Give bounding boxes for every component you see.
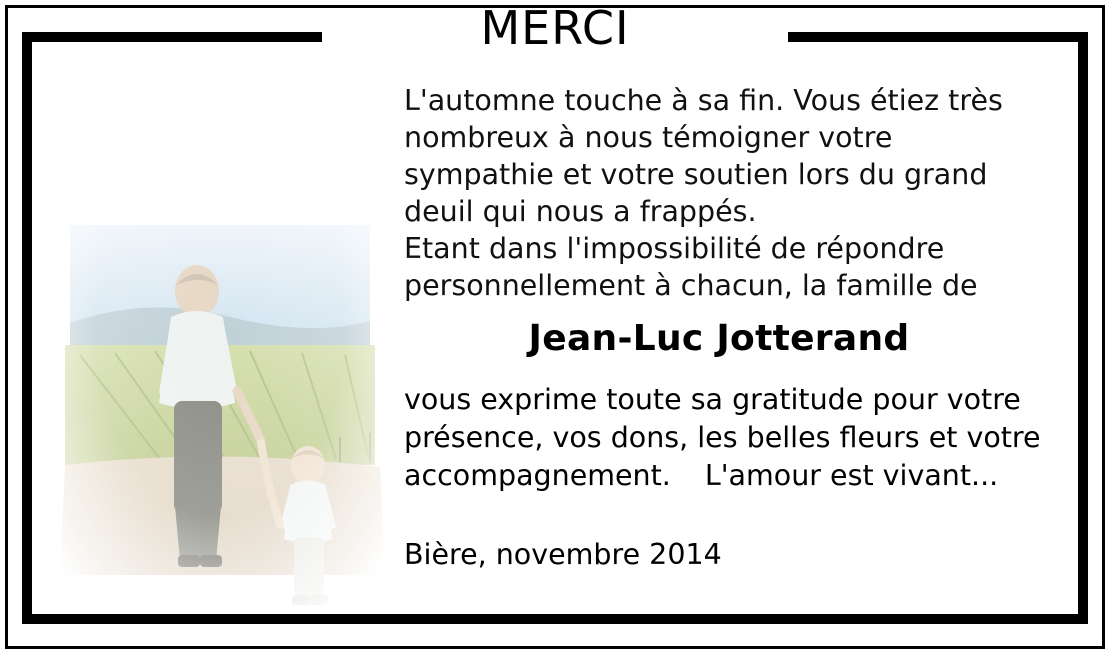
body-line-3: sympathie et votre soutien lors du grand — [404, 158, 988, 192]
photo-illustration — [40, 55, 400, 605]
inner-border-left — [22, 32, 32, 624]
body-line-6: personnellement à chacun, la famille de — [404, 269, 978, 303]
closing-line-4-text: L'amour est vivant... — [704, 458, 999, 492]
message-block — [404, 82, 1080, 600]
body-line-2: nombreux à nous témoigner votre — [404, 121, 893, 155]
place-and-date: Bière, novembre 2014 — [404, 538, 722, 572]
inner-border-bottom — [22, 614, 1088, 624]
memorial-photo — [40, 55, 400, 605]
closing-line-2: présence, vos dons, les belles fleurs et votre — [404, 420, 1041, 454]
inner-border-top-left — [22, 32, 322, 42]
closing-line-3-text: accompagnement. — [404, 458, 671, 492]
closing-line-1: vous exprime toute sa gratitude pour votre — [404, 383, 1021, 417]
closing-line-3 — [404, 457, 1080, 495]
inner-border-top-right — [788, 32, 1088, 42]
body-line-5: Etant dans l'impossibilité de répondre — [404, 232, 945, 266]
page-title: MERCI — [480, 1, 630, 55]
deceased-name: Jean-Luc Jotterand — [528, 318, 910, 360]
body-line-1: L'automne touche à sa fin. Vous étiez très — [404, 84, 1003, 117]
body-line-4: deuil qui nous a frappés. — [404, 195, 757, 229]
